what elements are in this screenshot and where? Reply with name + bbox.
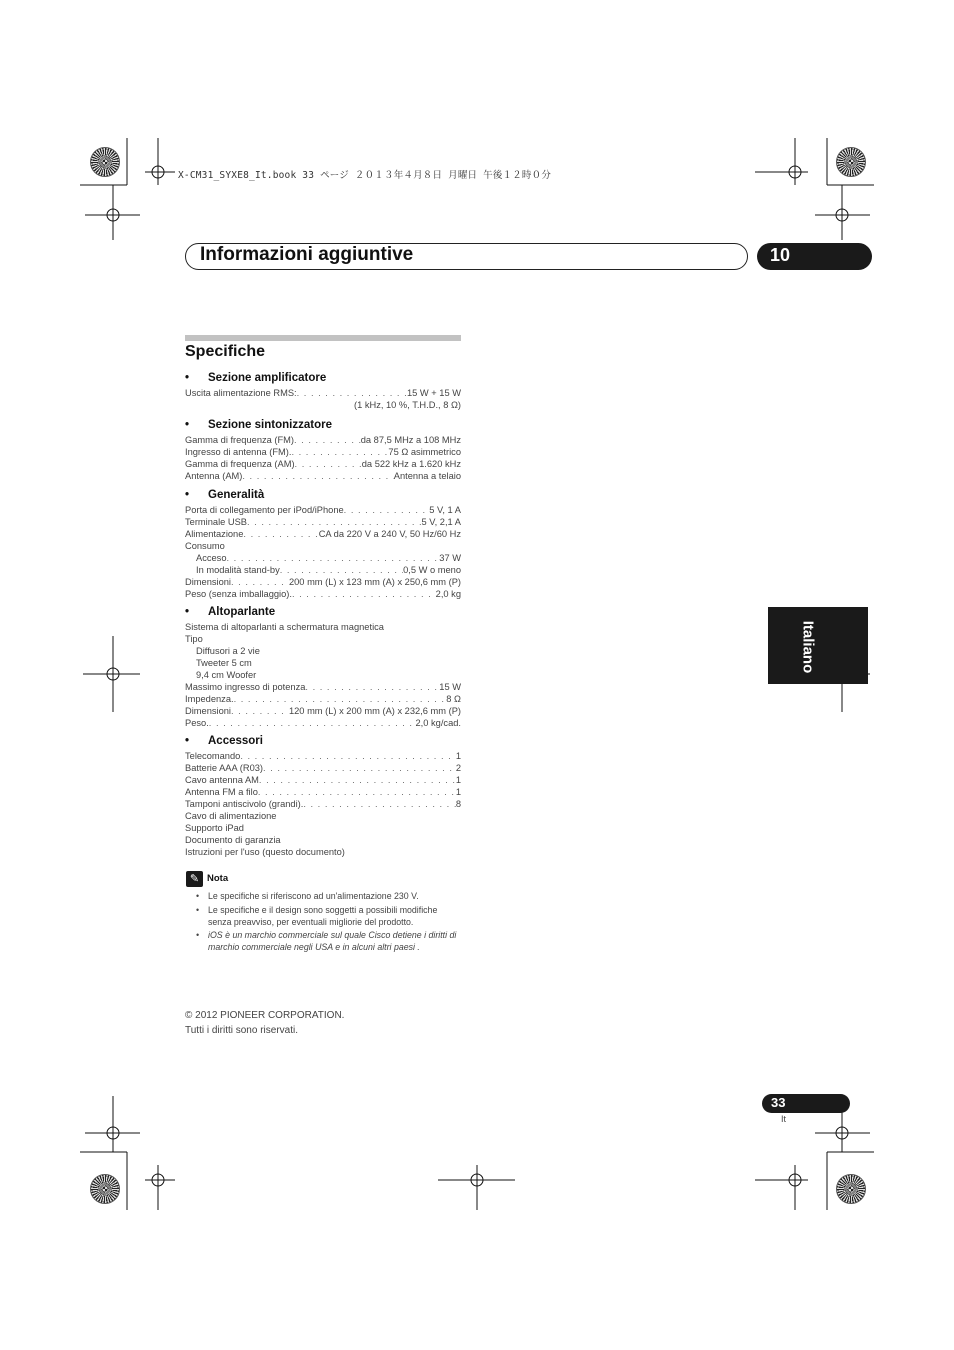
section-title: Specifiche <box>185 343 266 360</box>
note-item: • iOS è un marchio commerciale sul quale Cisco detiene i diritti di marchio commerciale negli USA e in alcuni altri paesi . <box>196 930 457 952</box>
spec-line: Sistema di altoparlanti a schermatura magnetica <box>185 622 384 632</box>
spec-line: Impedenza. . . . 8 Ω <box>185 693 461 705</box>
note-label: Nota <box>207 873 229 884</box>
spec-line: Dimensioni . . . 200 mm (L) x 123 mm (A) x 250,6 mm (P) <box>185 576 461 588</box>
spec-line: Ingresso di antenna (FM). . . . 75 Ω asimmetrico <box>185 446 461 458</box>
copyright: © 2012 PIONEER CORPORATION. Tutti i diritti sono riservati. <box>185 1010 345 1036</box>
spec-line: Consumo <box>185 541 225 551</box>
spec-line: Cavo antenna AM . . . 1 <box>185 774 461 786</box>
spec-line: Alimentazione . . . CA da 220 V a 240 V, 50 Hz/60 Hz <box>185 528 461 540</box>
spec-line: Batterie AAA (R03) . . . 2 <box>185 762 461 774</box>
spec-line: Antenna (AM) . . . Antenna a telaio <box>185 470 461 482</box>
spec-line: Tipo <box>185 634 203 644</box>
spec-line: Dimensioni . . . 120 mm (L) x 200 mm (A) x 232,6 mm (P) <box>185 705 461 717</box>
spec-line: 9,4 cm Woofer <box>196 670 257 680</box>
spec-group-tuner <box>185 419 461 482</box>
spec-line: Telecomando . . . 1 <box>185 750 461 762</box>
spec-line: Massimo ingresso di potenza . . . 15 W <box>185 681 461 693</box>
registration-rose-icon <box>90 147 120 177</box>
spec-line: Tweeter 5 cm <box>196 658 252 668</box>
section-rule <box>185 335 461 341</box>
spec-line: Diffusori a 2 vie <box>196 646 260 656</box>
note-item: • Le specifiche si riferiscono ad un'alimentazione 230 V. <box>196 891 419 901</box>
note-box <box>185 871 461 953</box>
page-language-code: It <box>781 1114 787 1124</box>
spec-line: Tamponi antiscivolo (grandi). . . . 8 <box>185 798 461 810</box>
spec-line: Documento di garanzia <box>185 835 281 845</box>
spec-line: Gamma di frequenza (AM) . . . da 522 kHz a 1.620 kHz <box>185 458 461 470</box>
spec-group-accessories <box>185 735 461 858</box>
page-number-badge <box>762 1094 850 1113</box>
spec-line: Terminale USB . . . 5 V, 2,1 A <box>185 516 461 528</box>
chapter-title: Informazioni aggiuntive <box>200 244 414 265</box>
note-item: • Le specifiche e il design sono soggetti a possibili modifiche senza preavviso, per eventuali migliorie del prodotto. <box>196 905 438 927</box>
subheading: • Generalità <box>185 489 265 501</box>
chapter-number: 10 <box>770 245 791 265</box>
print-info-line: X-CM31_SYXE8_It.book 33 ページ ２０１３年４月８日 月曜日 午後１２時０分 <box>178 170 552 181</box>
subheading: • Sezione amplificatore <box>185 372 327 384</box>
spec-line: Acceso . . . 37 W <box>185 552 461 564</box>
spec-group-speaker <box>185 606 461 729</box>
spec-line: Antenna FM a filo . . . 1 <box>185 786 461 798</box>
spec-line: Istruzioni per l'uso (questo documento) <box>185 847 345 857</box>
chapter-number-badge <box>757 243 872 270</box>
language-side-tab: Italiano <box>768 607 868 684</box>
page-number: 33 <box>771 1095 786 1110</box>
subheading: • Accessori <box>185 735 263 747</box>
spec-line: Gamma di frequenza (FM) . . . da 87,5 MHz a 108 MHz <box>185 434 461 446</box>
registration-rose-icon <box>90 1174 120 1204</box>
spec-line: Supporto iPad <box>185 823 244 833</box>
spec-line: Uscita alimentazione RMS: . . . 15 W + 15 W <box>185 387 461 399</box>
subheading: • Sezione sintonizzatore <box>185 419 332 431</box>
spec-group-amplifier <box>185 372 461 411</box>
spec-line: (1 kHz, 10 %, T.H.D., 8 Ω) <box>353 400 461 410</box>
spec-line: Cavo di alimentazione <box>185 811 277 821</box>
registration-rose-icon <box>836 147 866 177</box>
note-pencil-icon: ✎ <box>186 871 203 887</box>
spec-line: Peso (senza imballaggio). . . . 2,0 kg <box>185 588 461 600</box>
spec-line: In modalità stand-by . . . 0,5 W o meno <box>185 564 461 576</box>
spec-group-general <box>185 489 461 600</box>
subheading: • Altoparlante <box>185 606 276 618</box>
spec-line: Porta di collegamento per iPod/iPhone . . . 5 V, 1 A <box>185 504 461 516</box>
registration-rose-icon <box>836 1174 866 1204</box>
spec-line: Peso. . . . 2,0 kg/cad. <box>185 717 461 729</box>
